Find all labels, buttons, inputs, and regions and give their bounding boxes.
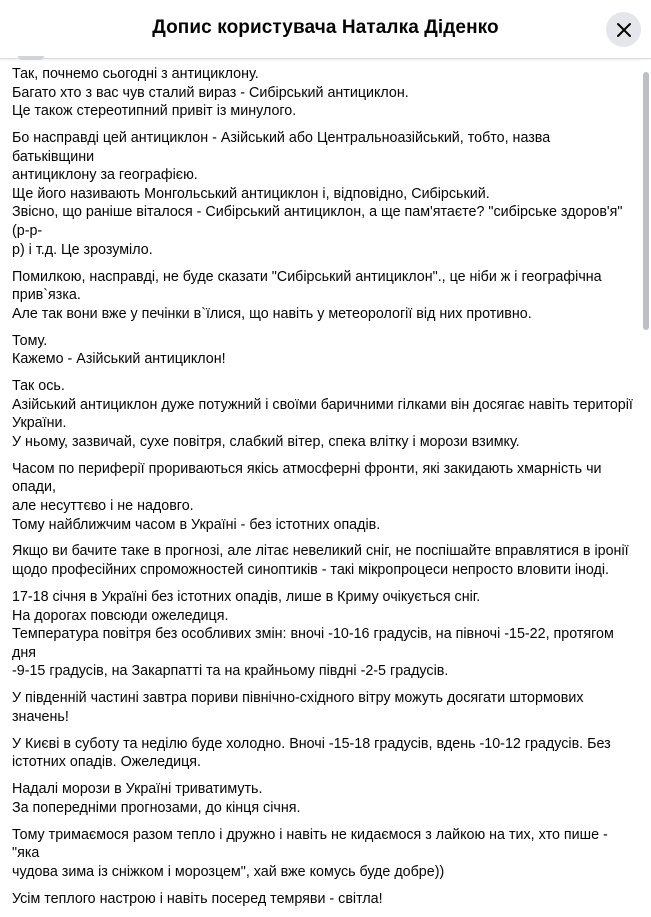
post-text-line: У Києві в суботу та неділю буде холодно. Вночі -15-18 градусів, вдень -10-12 градусів. Без <box>12 735 611 752</box>
post-text-line: істотних опадів. Ожеледиця. <box>12 754 201 771</box>
scrollbar-thumb[interactable] <box>643 72 649 330</box>
post-paragraph <box>12 689 634 726</box>
post-text-line: Звісно, що раніше віталося - Сибірський антициклон, а ще пам'ятаєте? "сибірське здоров'я" (р-р- <box>12 204 623 240</box>
post-text-line: Це також стереотипний привіт із минулого. <box>12 103 297 120</box>
post-text-line: щодо професійних спроможностей синоптиків - такі мікропроцеси непросто вловити іноді. <box>12 562 610 579</box>
author-avatar[interactable] <box>18 56 44 60</box>
post-paragraph <box>12 129 634 259</box>
post-text-line: На дорогах повсюди ожеледиця. <box>12 607 229 624</box>
post-body <box>12 65 634 917</box>
post-text-line: У південній частині завтра пориви північно-східного вітру можуть досягати штормових значень! <box>12 690 584 725</box>
post-text-line: За попередніми прогнозами, до кінця січня. <box>12 799 301 816</box>
post-text-line: р) і т.д. Це зрозуміло. <box>12 241 153 258</box>
scrollbar-track[interactable] <box>640 60 651 798</box>
post-text-line: -9-15 градусів, на Закарпатті та на крайньому півдні -2-5 градусів. <box>12 663 449 680</box>
post-paragraph <box>12 780 634 817</box>
post-text-line: Якщо ви бачите таке в прогнозі, але літає невеликий сніг, не поспішайте вправлятися в іронії <box>12 543 629 560</box>
post-text-line: Температура повітря без особливих змін: вночі -10-16 градусів, на півночі -15-22, протягом дня <box>12 626 614 661</box>
post-text-line: Азійський антициклон дуже потужний і своїми баричними гілками він досягає навіть території <box>12 396 633 413</box>
post-text-line: Тому. <box>12 332 48 349</box>
post-text-line: 17-18 січня в Україні без істотних опадів, лише в Криму очікується сніг. <box>12 588 481 605</box>
post-text-line: Тому найближчим часом в Україні - без істотних опадів. <box>12 516 381 533</box>
post-text-line: прив`язка. <box>12 287 81 304</box>
post-text-line: Усім теплого настрою і навіть посеред темряви - світла! <box>12 890 383 907</box>
post-paragraph <box>12 890 634 909</box>
dialog-title: Допис користувача Наталка Діденко <box>152 17 499 38</box>
post-paragraph <box>12 268 634 324</box>
close-x-icon <box>616 22 632 38</box>
post-text-line: але несуттєво і не надовго. <box>12 497 194 514</box>
close-button[interactable] <box>606 12 641 47</box>
post-paragraph <box>12 735 634 772</box>
post-text-line: України. <box>12 415 67 432</box>
post-text-line: У ньому, зазвичай, сухе повітря, слабкий вітер, спека влітку і морози взимку. <box>12 433 520 450</box>
post-text-line: Так ось. <box>12 378 65 395</box>
post-paragraph <box>12 377 634 451</box>
post-text-line: Часом по периферії прориваються якісь атмосферні фронти, які закидають хмарність чи опади, <box>12 460 602 496</box>
dialog-header <box>0 0 651 59</box>
post-paragraph <box>12 332 634 369</box>
post-text-line: Надалі морози в Україні триватимуть. <box>12 781 263 798</box>
post-text-line: Помилкою, насправді, не буде сказати "Сибірський антициклон"., це ніби ж і географічна <box>12 268 602 285</box>
post-text-line: Багато хто з вас чув сталий вираз - Сибірський антициклон. <box>12 84 409 101</box>
post-text-line: Але так вони вже у печінки в`їлися, що навіть у метеорології від них противно. <box>12 305 532 322</box>
post-text-line: Так, почнемо сьогодні з антициклону. <box>12 66 259 82</box>
post-text-line: Бо насправді цей антициклон - Азійський або Центральноазійський, тобто, назва батьківщини <box>12 130 551 165</box>
post-text-line: Кажемо - Азійський антициклон! <box>12 351 226 368</box>
post-paragraph <box>12 460 634 534</box>
post-paragraph <box>12 542 634 579</box>
post-text-line: антициклону за географією. <box>12 167 198 184</box>
post-text-line: Тому тримаємося разом тепло і дружно і навіть не кидаємося з лайкою на тих, хто пише -"яка <box>12 826 608 862</box>
post-text-line: Ще його називають Монгольський антициклон і, відповідно, Сибірський. <box>12 185 490 202</box>
post-paragraph <box>12 65 634 121</box>
post-paragraph <box>12 588 634 681</box>
post-paragraph <box>12 826 634 882</box>
post-text-line: чудова зима із сніжком і морозцем", хай вже комусь буде добре)) <box>12 863 445 880</box>
